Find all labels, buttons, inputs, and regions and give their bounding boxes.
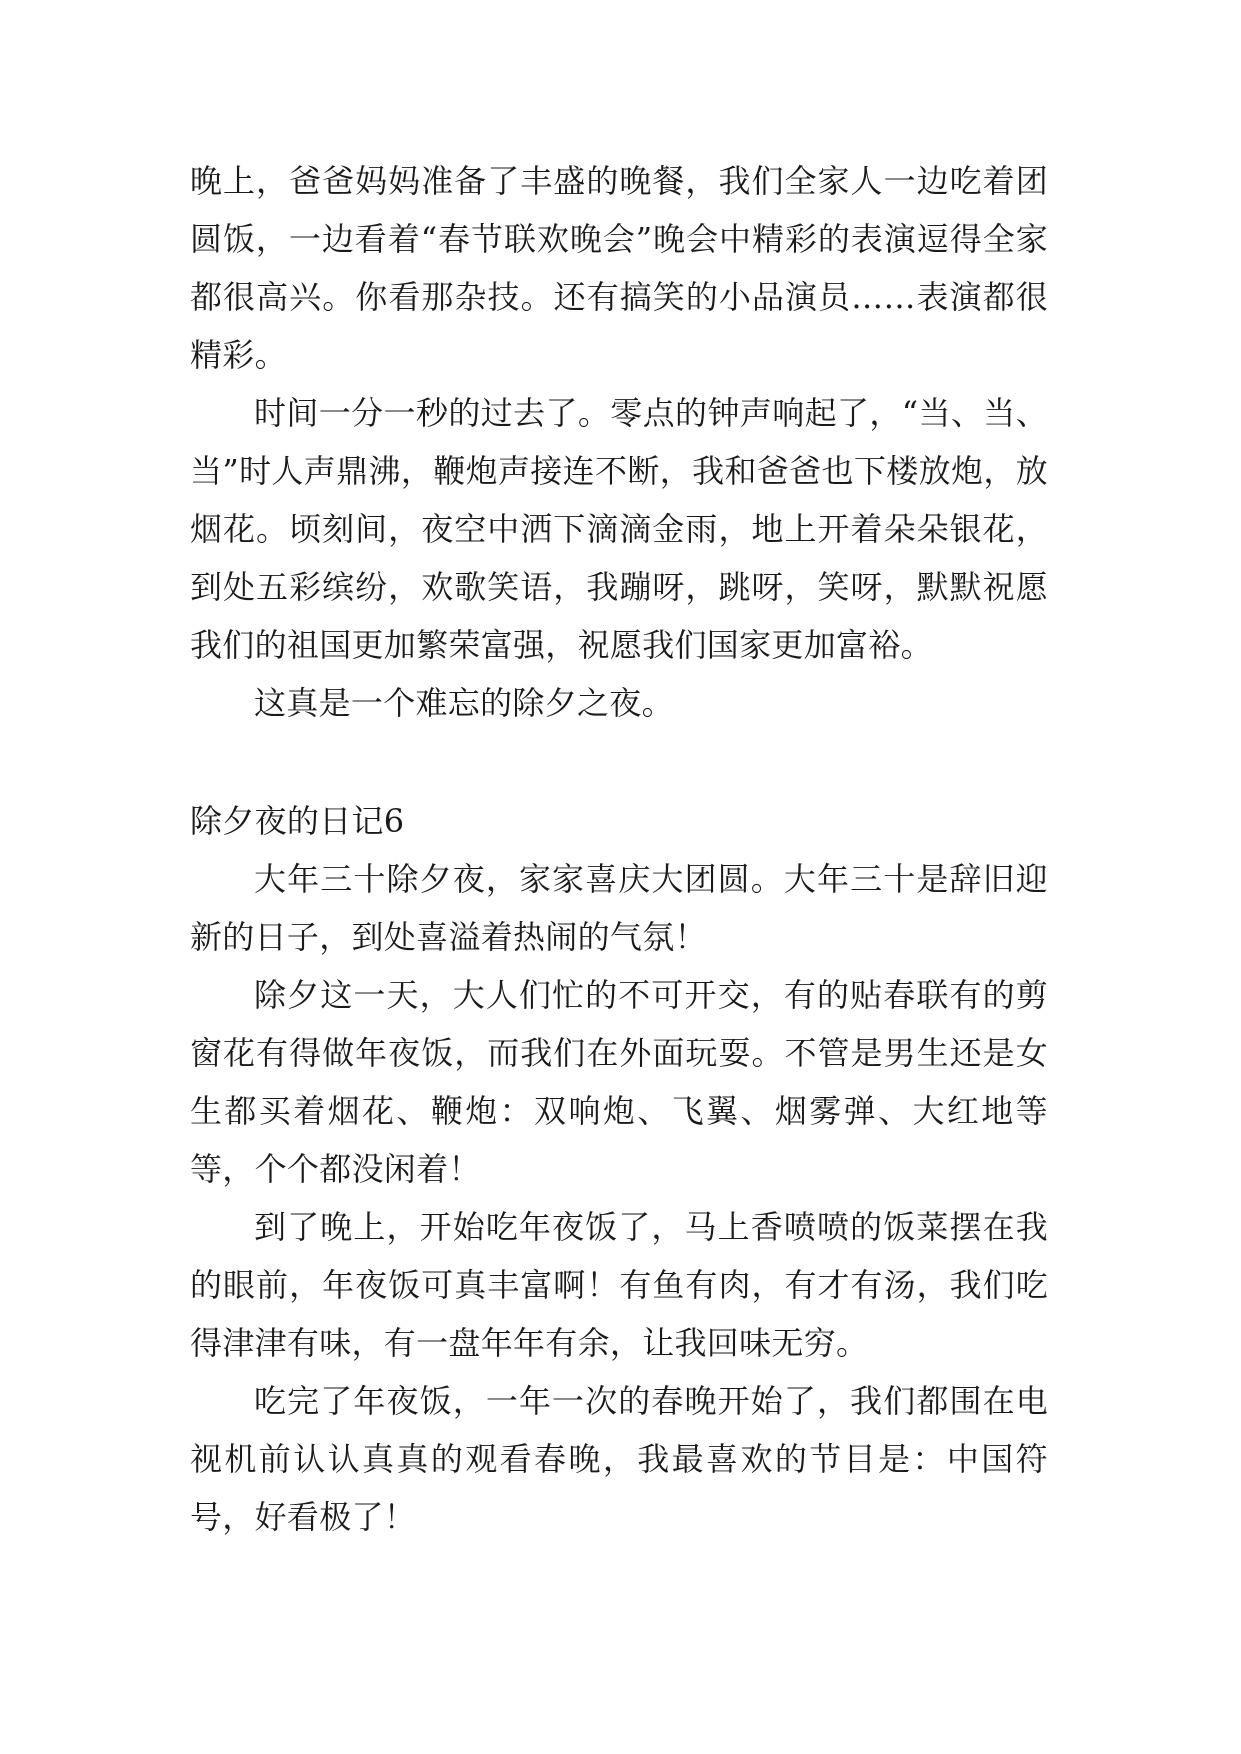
paragraph-memorable-night: 这真是一个难忘的除夕之夜。 <box>254 684 674 722</box>
paragraph-dinner: 晚上，爸爸妈妈准备了丰盛的晚餐，我们全家人一边吃着团圆饭，一边看着“春节联欢晚会”晚会中精彩的表演逗得全家都很高兴。你看那杂技。还有搞笑的小品演员……表演都很精彩。 <box>190 162 1048 374</box>
document-body <box>190 152 1048 1546</box>
paragraph-dinner-feast: 到了晚上，开始吃年夜饭了，马上香喷喷的饭菜摆在我的眼前，年夜饭可真丰富啊！有鱼有肉，有才有汤，我们吃得津津有味，有一盘年年有余，让我回味无穷。 <box>190 1208 1048 1362</box>
paragraph-midnight: 时间一分一秒的过去了。零点的钟声响起了，“当、当、当”时人声鼎沸，鞭炮声接连不断，我和爸爸也下楼放炮，放烟花。顷刻间，夜空中洒下滴滴金雨，地上开着朵朵银花，到处五彩缤纷，欢歌笑语，我蹦呀，跳呀，笑呀，默默祝愿我们的祖国更加繁荣富强，祝愿我们国家更加富裕。 <box>190 394 1048 664</box>
paragraph-gala: 吃完了年夜饭，一年一次的春晚开始了，我们都围在电视机前认认真真的观看春晚，我最喜欢的节目是：中国符号，好看极了！ <box>190 1382 1048 1536</box>
paragraph-new-year-eve: 大年三十除夕夜，家家喜庆大团圆。大年三十是辞旧迎新的日子，到处喜溢着热闹的气氛！ <box>190 860 1048 956</box>
paragraph-busy-day: 除夕这一天，大人们忙的不可开交，有的贴春联有的剪窗花有得做年夜饭，而我们在外面玩耍。不管是男生还是女生都买着烟花、鞭炮：双响炮、飞翼、烟雾弹、大红地等等，个个都没闲着！ <box>190 976 1048 1188</box>
section-heading: 除夕夜的日记6 <box>190 802 405 840</box>
